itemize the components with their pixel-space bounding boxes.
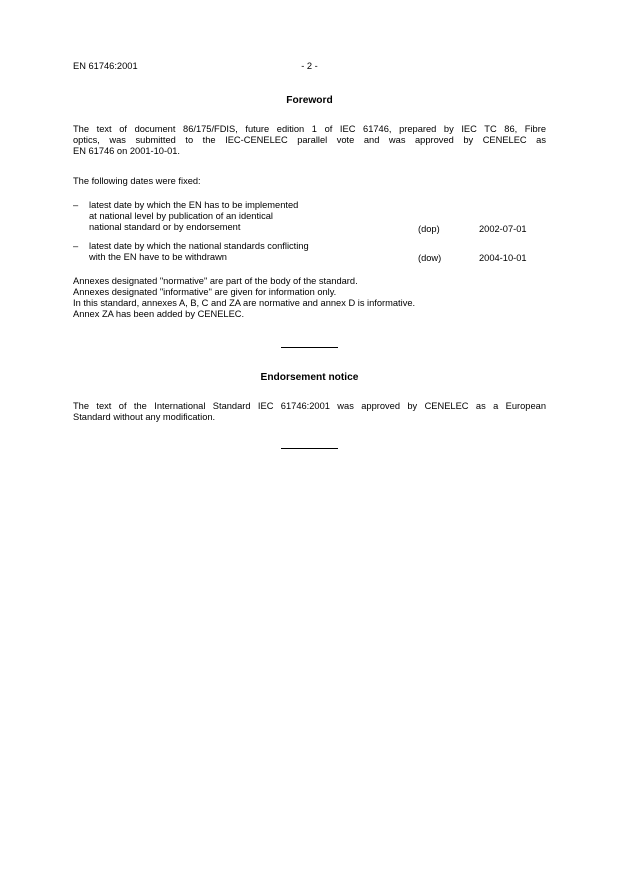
date-item-text	[89, 241, 309, 263]
date-item-text	[89, 200, 298, 233]
annex-notes	[73, 276, 546, 320]
foreword-intro-paragraph	[73, 124, 546, 157]
endorsement-line: Standard without any modification.	[73, 412, 216, 422]
document-id: EN 61746:2001	[73, 61, 138, 71]
page-number: - 2 -	[301, 61, 318, 71]
section-divider	[281, 347, 338, 348]
foreword-intro-line: The text of document 86/175/FDIS, future edition 1 of IEC 61746, prepared by IEC TC 86, Fibre	[73, 124, 546, 134]
date-code: (dow)	[418, 253, 442, 263]
date-item-line: latest date by which the national standards conflicting	[89, 241, 309, 251]
date-value: 2004-10-01	[479, 253, 527, 263]
foreword-heading: Foreword	[286, 95, 333, 106]
date-code: (dop)	[418, 224, 440, 234]
endorsement-line: The text of the International Standard IEC 61746:2001 was approved by CENELEC as a European	[73, 401, 546, 411]
foreword-intro-line: EN 61746 on 2001-10-01.	[73, 146, 180, 156]
annex-note: Annex ZA has been added by CENELEC.	[73, 309, 245, 319]
date-value: 2002-07-01	[479, 224, 527, 234]
foreword-intro-line: optics, was submitted to the IEC-CENELEC parallel vote and was approved by CENELEC as	[73, 135, 546, 145]
endorsement-heading: Endorsement notice	[260, 372, 359, 383]
date-item-line: latest date by which the EN has to be implemented	[89, 200, 299, 210]
annex-note: Annexes designated "informative" are given for information only.	[73, 287, 337, 297]
endorsement-paragraph	[73, 401, 546, 423]
list-bullet: –	[73, 200, 79, 210]
section-divider	[281, 448, 338, 449]
list-bullet: –	[73, 241, 79, 251]
date-item-line: with the EN have to be withdrawn	[89, 252, 227, 262]
annex-note: Annexes designated "normative" are part of the body of the standard.	[73, 276, 358, 286]
dates-intro: The following dates were fixed:	[73, 176, 201, 186]
annex-note: In this standard, annexes A, B, C and ZA are normative and annex D is informative.	[73, 298, 416, 308]
date-item-line: national standard or by endorsement	[89, 222, 241, 232]
date-item-line: at national level by publication of an identical	[89, 211, 273, 221]
